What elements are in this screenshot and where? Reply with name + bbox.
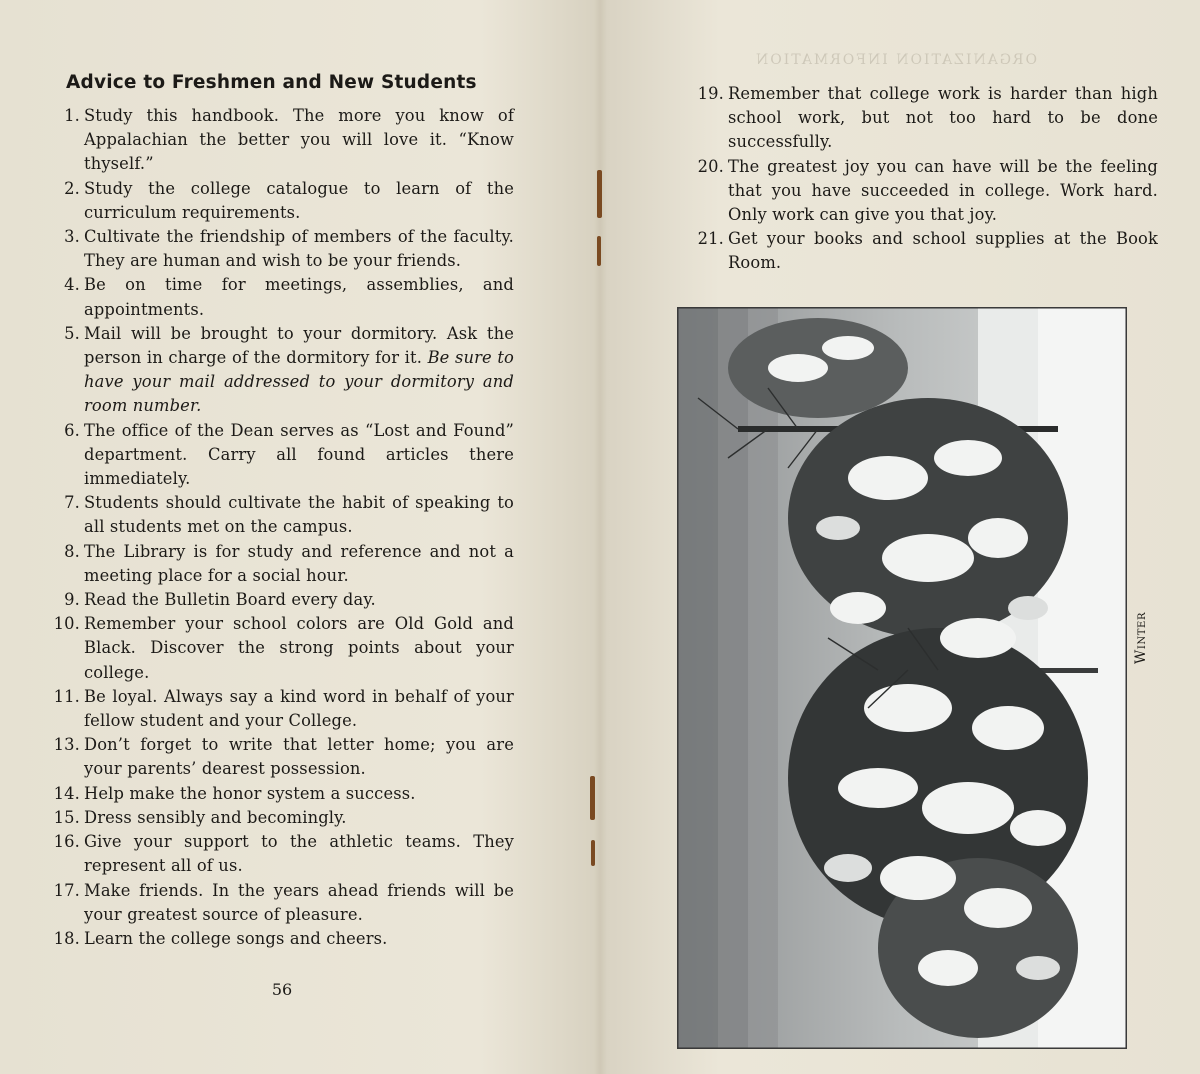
- advice-list-right: [692, 82, 1158, 276]
- item-text-body: Dress sensibly and becomingly.: [84, 807, 347, 827]
- item-text-body: Help make the honor system a success.: [84, 783, 416, 803]
- item-number: 4.: [64, 275, 80, 295]
- item-number: 10.: [53, 614, 80, 634]
- item-text-body: The greatest joy you can have will be the feeling that you have succeeded in college. Work hard. Only work can give you that joy.: [728, 156, 1158, 225]
- advice-item: [48, 927, 514, 951]
- item-text: [84, 879, 514, 927]
- item-text: [84, 225, 514, 273]
- item-text-body: The office of the Dean serves as “Lost and Found” department. Carry all found articles there immediately.: [84, 420, 514, 489]
- binding-stain: [590, 776, 595, 820]
- item-text: [84, 322, 514, 419]
- item-text: [728, 227, 1158, 275]
- binding-stain: [597, 170, 602, 218]
- item-number: 7.: [64, 493, 80, 513]
- item-number: 5.: [64, 323, 80, 343]
- item-text: [84, 685, 514, 733]
- item-number: 20.: [697, 156, 724, 176]
- binding-stain: [591, 840, 595, 866]
- advice-item: [48, 830, 514, 878]
- advice-item: [48, 685, 514, 733]
- item-text-body: Learn the college songs and cheers.: [84, 928, 388, 948]
- item-number: 17.: [53, 880, 80, 900]
- advice-item: [48, 104, 514, 177]
- item-text-body: Students should cultivate the habit of speaking to all students met on the campus.: [84, 493, 514, 537]
- advice-item: [48, 491, 514, 539]
- item-text-body: Remember your school colors are Old Gold and Black. Discover the strong points about your college.: [84, 614, 514, 682]
- advice-item: [48, 879, 514, 927]
- item-number: 15.: [53, 807, 80, 827]
- item-number: 6.: [64, 420, 80, 440]
- item-number: 8.: [64, 541, 80, 561]
- page-number: 56: [271, 980, 293, 999]
- item-text: [84, 419, 514, 492]
- item-number: 16.: [53, 832, 80, 852]
- item-text-body: Get your books and school supplies at the Book Room.: [728, 229, 1158, 273]
- item-text-body: Be on time for meetings, assemblies, and appointments.: [84, 275, 514, 319]
- advice-item: [692, 227, 1158, 275]
- advice-item: [48, 540, 514, 588]
- advice-item: [48, 322, 514, 419]
- photo-caption: [1131, 600, 1151, 680]
- item-text: [84, 733, 514, 781]
- item-text-body: Make friends. In the years ahead friends will be your greatest source of pleasure.: [84, 880, 514, 924]
- item-text: [84, 782, 514, 806]
- bleed-through-text: ORGANIZATION INFORMATION: [754, 52, 1037, 68]
- item-text-body: Read the Bulletin Board every day.: [84, 590, 376, 610]
- item-number: 1.: [64, 106, 80, 125]
- item-text-body: Remember that college work is harder than high school work, but not too hard to be done successfully.: [728, 84, 1158, 152]
- item-text: [84, 806, 514, 830]
- item-text: [728, 155, 1158, 228]
- item-text-body: Mail will be brought to your dormitory. Ask the person in charge of the dormitory for it.: [84, 323, 514, 368]
- snow-covered-trees-photo-icon: [678, 308, 1126, 1048]
- item-text: [84, 612, 514, 685]
- item-number: 9.: [64, 590, 80, 610]
- item-number: 14.: [53, 783, 80, 803]
- item-number: 3.: [64, 227, 80, 247]
- advice-item: [48, 806, 514, 830]
- advice-item: [48, 177, 514, 225]
- advice-item: [48, 273, 514, 321]
- advice-item: [48, 612, 514, 685]
- item-text: [84, 830, 514, 878]
- item-text: [84, 588, 514, 612]
- item-text: [84, 273, 514, 321]
- item-number: 13.: [53, 735, 80, 755]
- item-text-body: The Library is for study and reference and not a meeting place for a social hour.: [84, 541, 514, 585]
- left-page: [0, 0, 596, 1074]
- item-text: [84, 540, 514, 588]
- item-text-body: Don’t forget to write that letter home; you are your parents’ dearest possession.: [84, 735, 514, 779]
- binding-stain: [597, 236, 601, 266]
- item-text: [84, 927, 514, 951]
- winter-photo: [678, 308, 1126, 1048]
- item-text-body: Study the college catalogue to learn of the curriculum requirements.: [84, 178, 514, 222]
- advice-item: [692, 155, 1158, 228]
- advice-item: [48, 733, 514, 781]
- item-text: [84, 177, 514, 225]
- right-page: [604, 0, 1200, 1074]
- item-text-body: Study this handbook. The more you know of Appalachian the better you will love it. “Know thyself.”: [84, 106, 514, 174]
- item-text-body: Be loyal. Always say a kind word in behalf of your fellow student and your College.: [84, 686, 514, 731]
- advice-item: [48, 588, 514, 612]
- item-number: 11.: [53, 686, 80, 706]
- item-number: 18.: [53, 928, 80, 948]
- item-number: 2.: [64, 178, 80, 198]
- item-text-body: Cultivate the friendship of members of the faculty. They are human and wish to be your friends.: [84, 227, 514, 271]
- item-text: [84, 104, 514, 177]
- advice-item: [48, 225, 514, 273]
- photo-caption-text: Winter: [1133, 611, 1149, 665]
- advice-item: [48, 419, 514, 492]
- advice-item: [692, 82, 1158, 155]
- advice-list-left: [48, 104, 514, 951]
- item-number: 19.: [697, 84, 724, 103]
- page-heading: Advice to Freshmen and New Students: [66, 72, 477, 93]
- advice-item: [48, 782, 514, 806]
- item-text-body: Give your support to the athletic teams. They represent all of us.: [84, 832, 514, 876]
- item-text: [84, 491, 514, 539]
- item-text: [728, 82, 1158, 155]
- item-text-emphasis: Be sure to have your mail addressed to your dormitory and room number.: [84, 348, 514, 416]
- item-number: 21.: [697, 229, 724, 249]
